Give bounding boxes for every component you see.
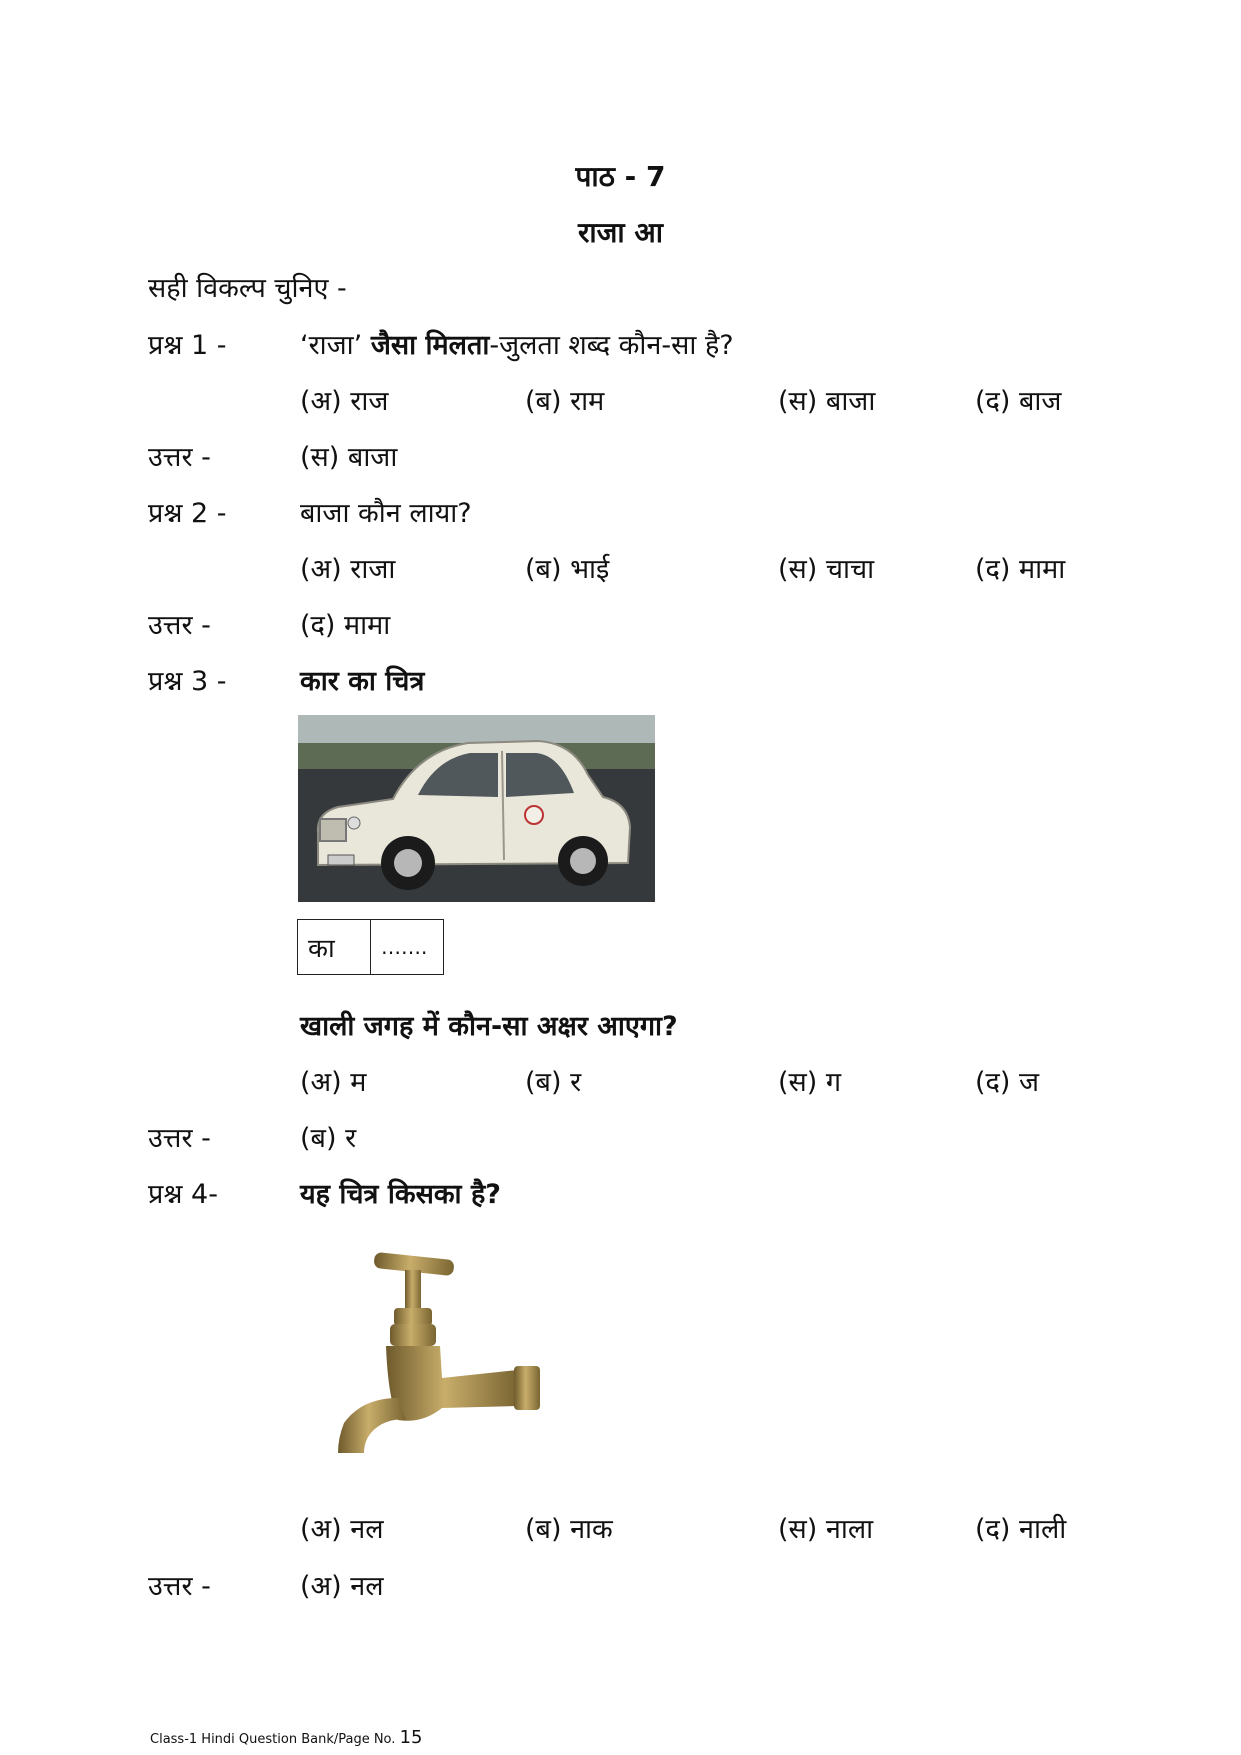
q3-answer-label: उत्तर - — [148, 1123, 211, 1154]
question-3-label: प्रश्न 3 - — [148, 666, 227, 697]
question-2-label: प्रश्न 2 - — [148, 498, 227, 529]
page-number: 15 — [399, 1727, 423, 1748]
q2-option-b: (ब) भाई — [525, 554, 610, 585]
question-3-subtext: खाली जगह में कौन-सा अक्षर आएगा? — [300, 1011, 678, 1042]
question-2-text: बाजा कौन लाया? — [300, 498, 472, 529]
q4-option-a: (अ) नल — [300, 1514, 384, 1545]
blank-box-letter: का — [298, 920, 371, 974]
question-1-label: प्रश्न 1 - — [148, 330, 227, 361]
car-icon — [298, 715, 655, 902]
q2-option-c: (स) चाचा — [778, 554, 875, 585]
car-image — [298, 715, 655, 902]
question-1-bold: जैसा मिलता — [370, 330, 490, 361]
question-1-text — [300, 325, 734, 362]
lesson-title: राजा आ — [577, 216, 664, 249]
q1-option-d: (द) बाज — [975, 386, 1062, 417]
q1-option-a: (अ) राज — [300, 386, 389, 417]
tap-icon — [302, 1248, 558, 1458]
instruction: सही विकल्प चुनिए - — [148, 273, 347, 304]
blank-box-dots: ……. — [381, 935, 428, 959]
q4-answer: (अ) नल — [300, 1571, 384, 1602]
q3-option-b: (ब) र — [525, 1067, 582, 1098]
q4-option-c: (स) नाला — [778, 1514, 874, 1545]
page-footer — [150, 1727, 422, 1748]
question-3-text: कार का चित्र — [300, 666, 425, 697]
question-4-text: यह चित्र किसका है? — [300, 1179, 501, 1210]
question-4-label: प्रश्न 4- — [148, 1179, 218, 1210]
q2-answer-label: उत्तर - — [148, 610, 211, 641]
q3-option-c: (स) ग — [778, 1067, 842, 1098]
question-1-quote: ‘राजा’ — [300, 330, 363, 361]
lesson-number: पाठ - 7 — [575, 160, 666, 193]
blank-word-box — [297, 919, 444, 975]
q4-option-b: (ब) नाक — [525, 1514, 613, 1545]
q3-answer: (ब) र — [300, 1123, 357, 1154]
q1-answer-label: उत्तर - — [148, 442, 211, 473]
q1-option-c: (स) बाजा — [778, 386, 876, 417]
q3-option-a: (अ) म — [300, 1067, 367, 1098]
q2-answer: (द) मामा — [300, 610, 391, 641]
q2-option-a: (अ) राजा — [300, 554, 396, 585]
q1-option-b: (ब) राम — [525, 386, 605, 417]
tap-image — [302, 1248, 558, 1458]
question-1-rest: -जुलता शब्द कौन-सा है? — [489, 330, 734, 361]
q4-answer-label: उत्तर - — [148, 1571, 211, 1602]
footer-text: Class-1 Hindi Question Bank/Page No. — [150, 1732, 396, 1747]
q2-option-d: (द) मामा — [975, 554, 1066, 585]
q1-answer: (स) बाजा — [300, 442, 398, 473]
q3-option-d: (द) ज — [975, 1067, 1040, 1098]
q4-option-d: (द) नाली — [975, 1514, 1067, 1545]
